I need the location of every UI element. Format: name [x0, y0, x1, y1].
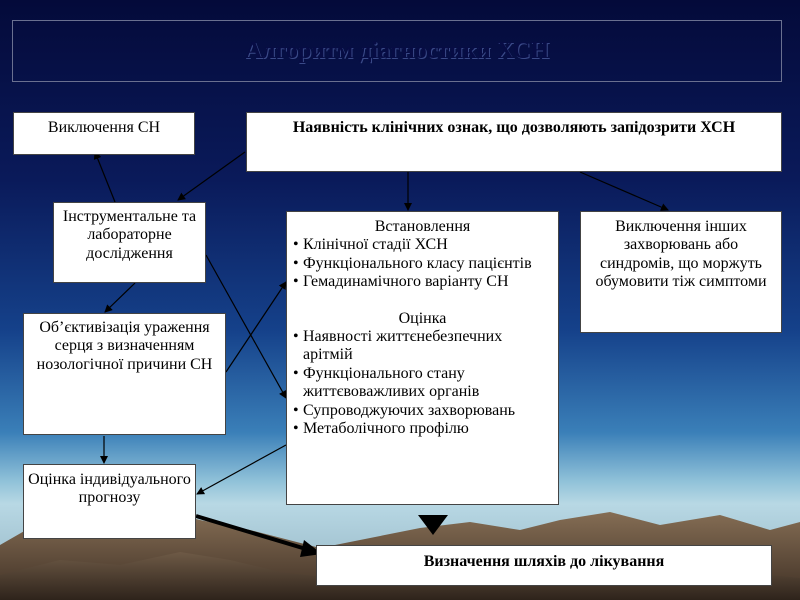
establishment-item: • Функціонального класу пацієнтів: [293, 255, 552, 273]
establishment-heading: Встановлення: [374, 218, 471, 235]
box-instrumental: [53, 202, 206, 283]
box-establishment-assessment: [286, 211, 559, 505]
box-objectivization: [23, 313, 226, 435]
box-prognosis: [23, 464, 196, 539]
arrow-objectivization-to-establishment: [226, 282, 286, 372]
assessment-list: [293, 328, 552, 438]
box-exclusion-hf-text: Виключення СН: [47, 119, 161, 136]
assessment-item: • Функціонального стану життєвоважливих органів: [293, 365, 552, 402]
arrow-signs-to-instrumental: [178, 152, 245, 200]
diagram-title: Алгоритм діагностики ХСН: [244, 37, 550, 64]
assessment-item: • Супроводжуючих захворювань: [293, 402, 552, 420]
establishment-item: • Клінічної стадії ХСН: [293, 236, 552, 254]
establishment-item: • Гемадинамічного варіанту СН: [293, 273, 552, 291]
assessment-heading: Оцінка: [398, 309, 447, 327]
box-clinical-signs-text: Наявність клінічних ознак, що дозволяють запідозрити ХСН: [292, 119, 736, 136]
box-other-diseases: [580, 211, 782, 333]
establishment-list: [293, 236, 552, 291]
box-exclusion-hf: [13, 112, 195, 155]
assessment-item: • Наявності життєнебезпечних арітмій: [293, 328, 552, 365]
box-treatment-text: Визначення шляхів до лікування: [423, 553, 665, 570]
box-instrumental-text: Інструментальне та лабораторне дослідження: [62, 208, 197, 262]
assessment-item: • Метаболічного профілю: [293, 420, 552, 438]
title-frame: [12, 20, 782, 82]
box-clinical-signs: [246, 112, 782, 172]
box-objectivization-text: Об’єктивізація ураження серця з визначенням нозологічної причини СН: [36, 319, 213, 373]
box-other-diseases-text: Виключення інших захворювань або синдромів, що моржуть обумовити тіж симптоми: [595, 218, 767, 291]
arrow-signs-to-other: [580, 172, 668, 210]
arrow-assessment-to-prognosis: [197, 445, 286, 494]
arrow-instrumental-to-objectivization: [105, 283, 135, 312]
arrow-instrumental-to-exclusion: [95, 152, 115, 202]
box-treatment: [316, 545, 772, 586]
box-prognosis-text: Оцінка індивідуального прогнозу: [28, 471, 191, 507]
